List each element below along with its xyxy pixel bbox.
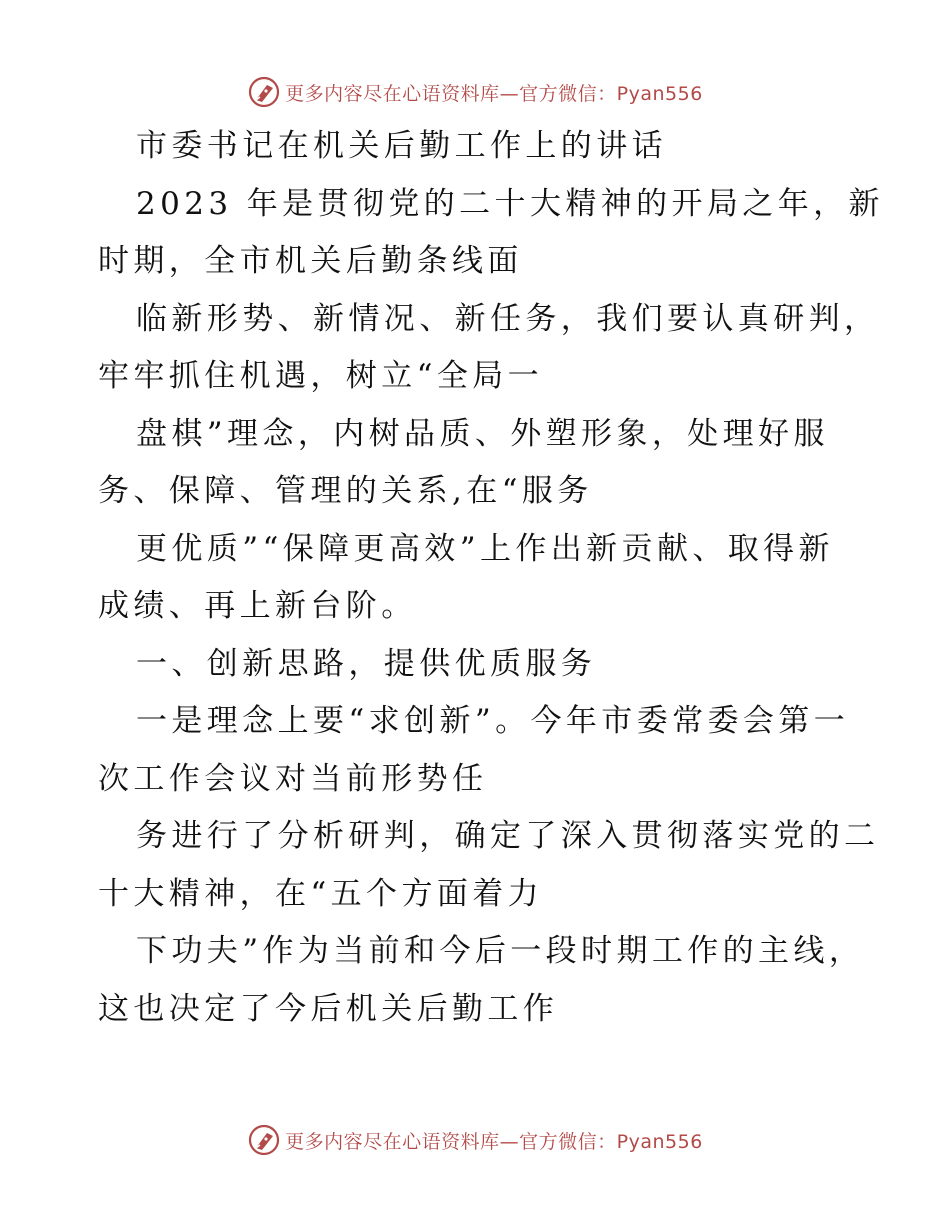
- text-line: 这也决定了今后机关后勤工作: [98, 990, 559, 1027]
- pen-nib-logo-icon: [247, 1123, 281, 1157]
- text-line: 2023 年是贯彻党的二十大精神的开局之年，新: [136, 185, 884, 222]
- text-line: 时期，全市机关后勤条线面: [98, 243, 523, 279]
- text-line: 成绩、再上新台阶。: [98, 588, 417, 624]
- text-line: 一、创新思路，提供优质服务: [136, 645, 597, 682]
- text-line: 一是理念上要“求创新”。今年市委常委会第一: [136, 703, 850, 739]
- text-line: 务、保障、管理的关系,在“服务: [98, 473, 593, 509]
- footer-banner: [0, 1118, 950, 1162]
- text-line: 牢牢抓住机遇，树立“全局一: [98, 358, 544, 394]
- text-line: 务进行了分析研判，确定了深入贯彻落实党的二: [136, 818, 880, 854]
- text-line: 下功夫”作为当前和今后一段时期工作的主线，: [136, 933, 865, 969]
- pen-nib-logo-icon: [247, 75, 281, 109]
- document-body: [98, 118, 884, 1038]
- banner-text: 更多内容尽在心语资料库—官方微信：Pyan556: [285, 1130, 703, 1153]
- text-line: 市委书记在机关后勤工作上的讲话: [136, 128, 667, 164]
- text-line: 十大精神，在“五个方面着力: [98, 875, 544, 912]
- text-line: 次工作会议对当前形势任: [98, 760, 488, 797]
- text-line: 盘棋”理念，内树品质、外塑形象，处理好服: [136, 415, 829, 452]
- text-line: 更优质”“保障更高效”上作出新贡献、取得新: [136, 530, 834, 567]
- banner-text: 更多内容尽在心语资料库—官方微信：Pyan556: [285, 82, 703, 105]
- text-line: 临新形势、新情况、新任务，我们要认真研判，: [136, 300, 880, 337]
- header-banner: [0, 70, 950, 114]
